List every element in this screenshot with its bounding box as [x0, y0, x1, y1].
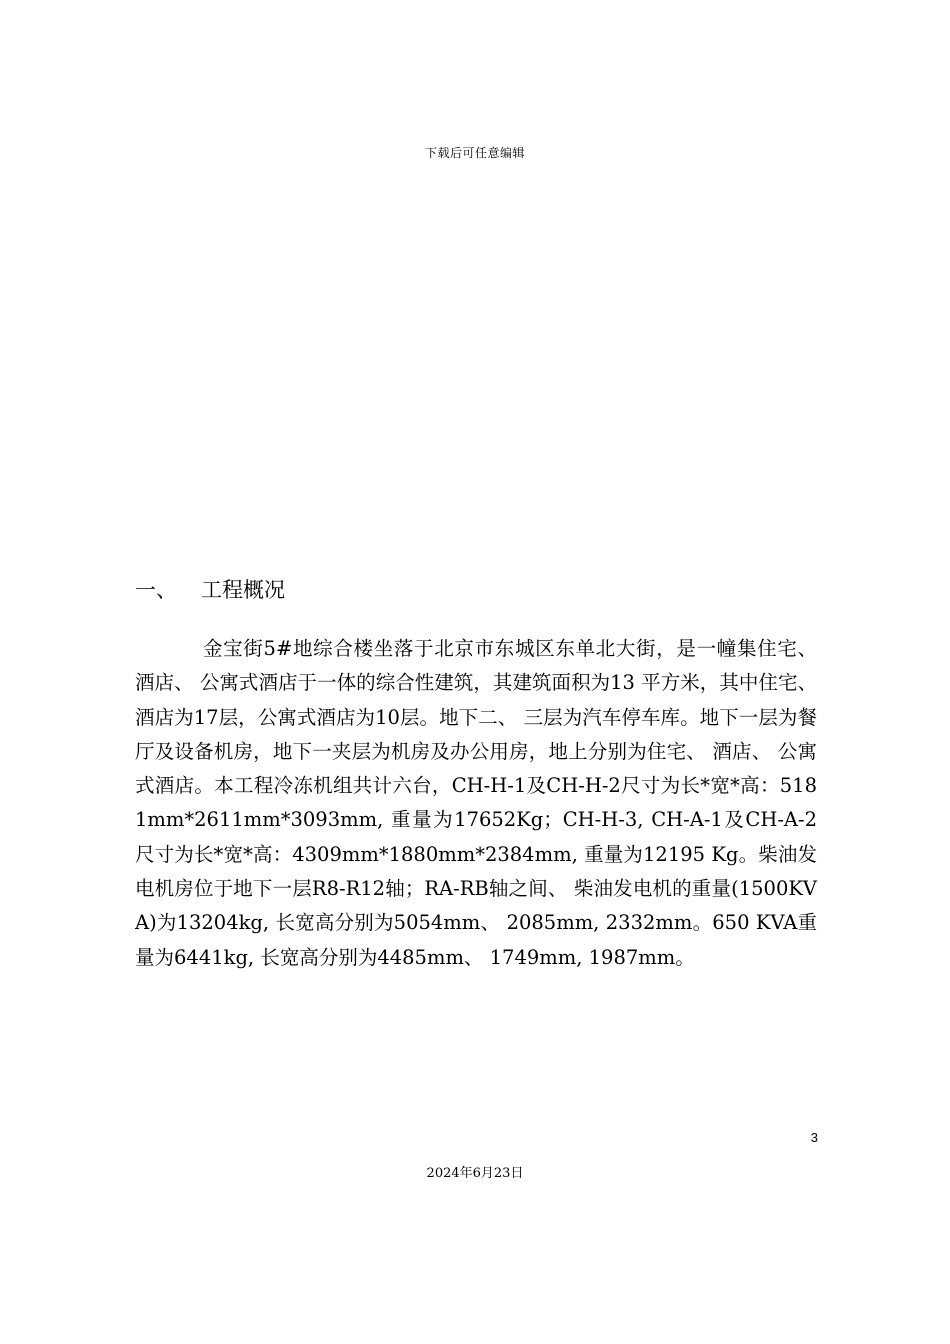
section-title: 工程概况 [201, 578, 285, 602]
page-number: 3 [810, 1130, 818, 1145]
section-paragraph: 金宝街5#地综合楼坐落于北京市东城区东单北大街，是一幢集住宅、 酒店、 公寓式酒店于一体的综合性建筑，其建筑面积为13 平方米，其中住宅、 酒店为17层，公寓式酒店为10层。地下二、 三层为汽车停车库。地下一层为餐厅及设备机房，地下一夹层为机房及办公用房，地上分别为住宅、 酒店、 公寓式酒店。本工程冷冻机组共计六台，CH-H-1及CH-H-2尺寸为长*宽*高：5181mm*2611mm*3093mm, 重量为17652Kg；CH-H-3, CH-A-1及CH-A-2尺寸为长*宽*高：4309mm*1880mm*2384mm, 重量为12195 Kg。柴油发电机房位于地下一层R8-R12轴；RA-RB轴之间、 柴油发电机的重量(1500KVA)为13204kg, 长宽高分别为5054mm、 2085mm, 2332mm。650 KVA重量为6441kg, 长宽高分别为4485mm、 1749mm, 1987mm。 [135, 637, 817, 969]
section-number: 一、 [135, 578, 177, 602]
section-heading [135, 574, 285, 604]
header-note: 下载后可任意编辑 [424, 146, 525, 160]
footer-date: 2024年6月23日 [426, 1166, 524, 1181]
